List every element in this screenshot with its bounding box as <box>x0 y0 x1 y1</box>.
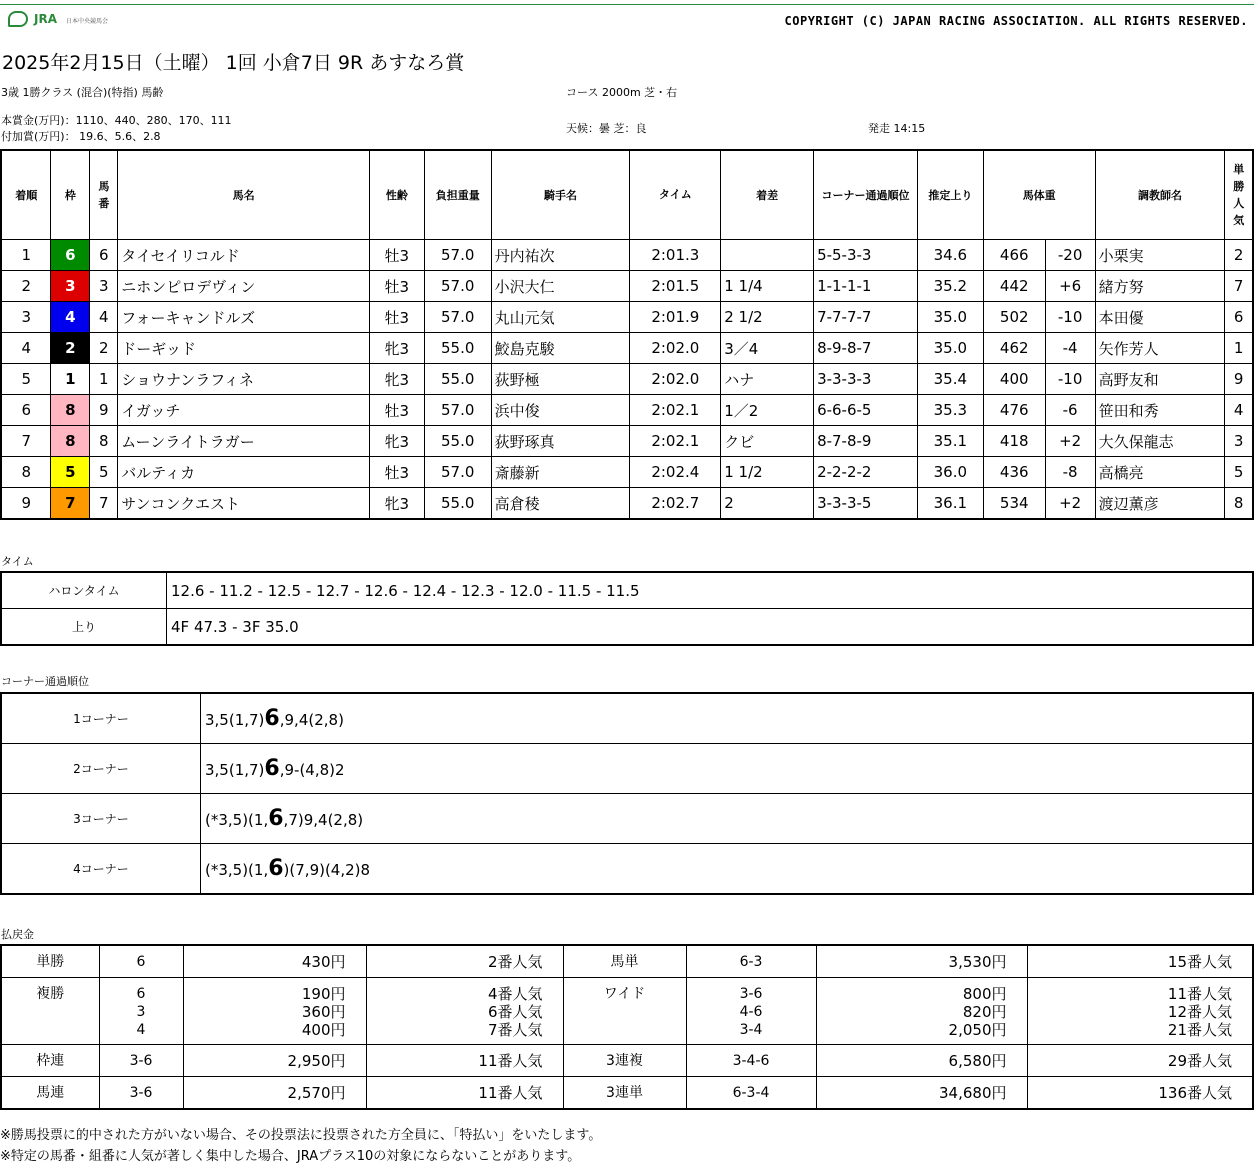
umaren-label: 馬連 <box>1 1077 99 1110</box>
cell-jockey: 丹内祐次 <box>491 240 630 271</box>
cell-margin: クビ <box>721 426 814 457</box>
cell-last: 35.0 <box>917 302 983 333</box>
cell-horse: イガッチ <box>118 395 370 426</box>
cell-diff: -10 <box>1045 302 1095 333</box>
cell-num: 5 <box>90 457 118 488</box>
sanrenpuku-pop: 29番人気 <box>1027 1045 1253 1077</box>
cell-trainer: 小栗実 <box>1095 240 1225 271</box>
cell-margin: 1／2 <box>721 395 814 426</box>
cell-last: 36.1 <box>917 488 983 520</box>
corner-text: 3,5(1,7) <box>205 761 265 779</box>
corner-label: 2コーナー <box>1 744 201 794</box>
cell-horse: サンコンクエスト <box>118 488 370 520</box>
cell-corner: 7-7-7-7 <box>814 302 918 333</box>
cell-last: 35.4 <box>917 364 983 395</box>
result-row <box>1 333 1253 364</box>
agari-times: 4F 47.3 - 3F 35.0 <box>167 609 1254 646</box>
cell-num: 2 <box>90 333 118 364</box>
cell-trainer: 高橋亮 <box>1095 457 1225 488</box>
header-last: 推定上り <box>917 150 983 240</box>
cell-corner: 1-1-1-1 <box>814 271 918 302</box>
cell-last: 35.2 <box>917 271 983 302</box>
umaren-pop: 11番人気 <box>366 1077 563 1110</box>
cell-margin: 1 1/4 <box>721 271 814 302</box>
corner-winner: 6 <box>268 806 284 831</box>
cell-time: 2:02.0 <box>630 364 721 395</box>
cell-body: 534 <box>983 488 1045 520</box>
logo-subtext: 日本中央競馬会 <box>66 18 109 25</box>
cell-body: 418 <box>983 426 1045 457</box>
umatan-combo: 6-3 <box>686 945 816 978</box>
corner-order <box>201 844 1254 895</box>
cell-num: 6 <box>90 240 118 271</box>
corner-text: (*3,5)(1, <box>205 861 269 879</box>
cell-weight: 55.0 <box>424 333 491 364</box>
note-1: ※勝馬投票に的中された方がいない場合、その投票法に投票された方全員に、「特払い」をいたします。 <box>0 1128 602 1143</box>
corner-order <box>201 794 1254 844</box>
cell-last: 35.3 <box>917 395 983 426</box>
cell-margin <box>721 240 814 271</box>
cell-trainer: 笹田和秀 <box>1095 395 1225 426</box>
cell-pop: 8 <box>1225 488 1253 520</box>
copyright: COPYRIGHT (C) JAPAN RACING ASSOCIATION. ALL RIGHTS RESERVED. <box>784 14 1248 28</box>
header-waku: 枠 <box>51 150 90 240</box>
note-2: ※特定の馬番・組番に人気が著しく集中した場合、JRAプラス10の対象にならないことがあります。 <box>0 1149 581 1164</box>
corner-order <box>201 744 1254 794</box>
corner-row <box>1 794 1253 844</box>
cell-corner: 8-9-8-7 <box>814 333 918 364</box>
cell-last: 34.6 <box>917 240 983 271</box>
tansho-amount: 430円 <box>183 945 366 978</box>
cell-trainer: 大久保龍志 <box>1095 426 1225 457</box>
cell-waku: 7 <box>51 488 90 520</box>
fukusho-label: 複勝 <box>1 978 99 1045</box>
corner-label: 1コーナー <box>1 693 201 744</box>
cell-waku: 1 <box>51 364 90 395</box>
cell-diff: -8 <box>1045 457 1095 488</box>
laps-section-label: タイム <box>1 555 34 568</box>
header-pop: 単勝人気 <box>1225 150 1253 240</box>
cell-rank: 4 <box>1 333 51 364</box>
corner-text: )(7,9)(4,2)8 <box>283 861 371 879</box>
cell-body: 466 <box>983 240 1045 271</box>
cell-waku: 2 <box>51 333 90 364</box>
cell-pop: 9 <box>1225 364 1253 395</box>
added-prize: 付加賞(万円)： 19.6、5.6、2.8 <box>1 130 161 143</box>
sanrentan-pop: 136番人気 <box>1027 1077 1253 1110</box>
cell-horse: ショウナンラフィネ <box>118 364 370 395</box>
cell-diff: -4 <box>1045 333 1095 364</box>
course-info: コース 2000m 芝・右 <box>566 86 678 99</box>
umaren-combo: 3-6 <box>99 1077 183 1110</box>
prize-money: 本賞金(万円)：1110、440、280、170、111 <box>1 114 232 127</box>
jra-logo-icon <box>8 11 28 27</box>
cell-weight: 57.0 <box>424 457 491 488</box>
cell-pop: 6 <box>1225 302 1253 333</box>
cell-pop: 7 <box>1225 271 1253 302</box>
cell-body: 462 <box>983 333 1045 364</box>
cell-trainer: 緒方努 <box>1095 271 1225 302</box>
umatan-label: 馬単 <box>563 945 686 978</box>
corner-row <box>1 744 1253 794</box>
cell-weight: 57.0 <box>424 240 491 271</box>
header-jockey: 騎手名 <box>491 150 630 240</box>
corner-label: 3コーナー <box>1 794 201 844</box>
header-body: 馬体重 <box>983 150 1095 240</box>
halon-label: ハロンタイム <box>1 572 167 609</box>
cell-pop: 5 <box>1225 457 1253 488</box>
result-row <box>1 488 1253 520</box>
cell-jockey: 高倉稜 <box>491 488 630 520</box>
cell-corner: 3-3-3-5 <box>814 488 918 520</box>
cell-sexage: 牝3 <box>369 426 424 457</box>
cell-body: 502 <box>983 302 1045 333</box>
sanrentan-amount: 34,680円 <box>816 1077 1027 1110</box>
cell-weight: 57.0 <box>424 302 491 333</box>
cell-rank: 3 <box>1 302 51 333</box>
cell-sexage: 牡3 <box>369 302 424 333</box>
cell-rank: 1 <box>1 240 51 271</box>
cell-rank: 8 <box>1 457 51 488</box>
cell-waku: 8 <box>51 426 90 457</box>
payout-row-fukusho <box>1 978 1253 1045</box>
cell-horse: タイセイリコルド <box>118 240 370 271</box>
cell-rank: 2 <box>1 271 51 302</box>
header-trainer: 調教師名 <box>1095 150 1225 240</box>
wakuren-label: 枠連 <box>1 1045 99 1077</box>
fukusho-pops: 4番人気 6番人気 7番人気 <box>366 978 563 1045</box>
cell-trainer: 高野友和 <box>1095 364 1225 395</box>
cell-num: 3 <box>90 271 118 302</box>
cell-rank: 9 <box>1 488 51 520</box>
cell-jockey: 丸山元気 <box>491 302 630 333</box>
cell-horse: バルティカ <box>118 457 370 488</box>
header-rank: 着順 <box>1 150 51 240</box>
header-horse: 馬名 <box>118 150 370 240</box>
cell-time: 2:02.1 <box>630 395 721 426</box>
cell-weight: 55.0 <box>424 488 491 520</box>
cell-num: 8 <box>90 426 118 457</box>
wakuren-pop: 11番人気 <box>366 1045 563 1077</box>
cell-jockey: 鮫島克駿 <box>491 333 630 364</box>
wide-combos: 3-6 4-6 3-4 <box>686 978 816 1045</box>
corner-text: ,9,4(2,8) <box>279 711 344 729</box>
payout-table <box>0 944 1254 1110</box>
cell-sexage: 牡3 <box>369 457 424 488</box>
cell-corner: 2-2-2-2 <box>814 457 918 488</box>
cell-diff: -20 <box>1045 240 1095 271</box>
cell-trainer: 本田優 <box>1095 302 1225 333</box>
cell-pop: 1 <box>1225 333 1253 364</box>
corner-label: 4コーナー <box>1 844 201 895</box>
halon-row <box>1 572 1253 609</box>
tansho-pop: 2番人気 <box>366 945 563 978</box>
cell-time: 2:01.9 <box>630 302 721 333</box>
cell-waku: 8 <box>51 395 90 426</box>
logo-text: JRA <box>34 12 57 26</box>
result-row <box>1 395 1253 426</box>
payout-row-umaren <box>1 1077 1253 1110</box>
cell-sexage: 牝3 <box>369 488 424 520</box>
result-row <box>1 271 1253 302</box>
header-sexage: 性齢 <box>369 150 424 240</box>
result-row <box>1 240 1253 271</box>
cell-horse: フォーキャンドルズ <box>118 302 370 333</box>
fukusho-amounts: 190円 360円 400円 <box>183 978 366 1045</box>
cell-body: 442 <box>983 271 1045 302</box>
result-row <box>1 364 1253 395</box>
corner-text: ,7)9,4(2,8) <box>283 811 364 829</box>
corner-text: ,9-(4,8)2 <box>279 761 345 779</box>
wide-amounts: 800円 820円 2,050円 <box>816 978 1027 1045</box>
laps-table <box>0 571 1254 646</box>
cell-last: 35.0 <box>917 333 983 364</box>
umatan-amount: 3,530円 <box>816 945 1027 978</box>
cell-weight: 55.0 <box>424 364 491 395</box>
sanrentan-combo: 6-3-4 <box>686 1077 816 1110</box>
cell-num: 7 <box>90 488 118 520</box>
header-time: タイム <box>630 150 721 240</box>
cell-diff: +2 <box>1045 488 1095 520</box>
sanrenpuku-combo: 3-4-6 <box>686 1045 816 1077</box>
sanrentan-label: 3連単 <box>563 1077 686 1110</box>
cell-trainer: 矢作芳人 <box>1095 333 1225 364</box>
cell-time: 2:01.3 <box>630 240 721 271</box>
cell-sexage: 牝3 <box>369 333 424 364</box>
cell-trainer: 渡辺薫彦 <box>1095 488 1225 520</box>
payout-row-wakuren <box>1 1045 1253 1077</box>
cell-pop: 2 <box>1225 240 1253 271</box>
cell-diff: -10 <box>1045 364 1095 395</box>
sanrenpuku-amount: 6,580円 <box>816 1045 1027 1077</box>
umatan-pop: 15番人気 <box>1027 945 1253 978</box>
payout-row-tansho <box>1 945 1253 978</box>
cell-horse: ムーンライトラガー <box>118 426 370 457</box>
cell-corner: 6-6-6-5 <box>814 395 918 426</box>
wide-pops: 11番人気 12番人気 21番人気 <box>1027 978 1253 1045</box>
cell-margin: 2 <box>721 488 814 520</box>
cell-diff: -6 <box>1045 395 1095 426</box>
corner-winner: 6 <box>264 706 280 731</box>
cell-diff: +2 <box>1045 426 1095 457</box>
cell-jockey: 浜中俊 <box>491 395 630 426</box>
race-title: 2025年2月15日（土曜） 1回 小倉7日 9R あすなろ賞 <box>2 52 465 74</box>
cell-jockey: 荻野琢真 <box>491 426 630 457</box>
cell-num: 4 <box>90 302 118 333</box>
cell-time: 2:01.5 <box>630 271 721 302</box>
top-rule <box>0 4 1254 5</box>
cell-corner: 8-7-8-9 <box>814 426 918 457</box>
cell-corner: 5-5-3-3 <box>814 240 918 271</box>
corner-row <box>1 844 1253 895</box>
start-time: 発走 14:15 <box>868 122 926 135</box>
cell-body: 476 <box>983 395 1045 426</box>
corner-winner: 6 <box>264 756 280 781</box>
wakuren-combo: 3-6 <box>99 1045 183 1077</box>
weather-info: 天候：曇 芝：良 <box>566 122 647 135</box>
cell-waku: 3 <box>51 271 90 302</box>
cell-num: 9 <box>90 395 118 426</box>
agari-label: 上り <box>1 609 167 646</box>
cell-waku: 5 <box>51 457 90 488</box>
cell-rank: 7 <box>1 426 51 457</box>
corner-winner: 6 <box>268 856 284 881</box>
results-table <box>0 149 1254 520</box>
cell-sexage: 牝3 <box>369 364 424 395</box>
corner-row <box>1 693 1253 744</box>
cell-num: 1 <box>90 364 118 395</box>
result-row <box>1 302 1253 333</box>
corners-section-label: コーナー通過順位 <box>1 675 89 688</box>
cell-time: 2:02.7 <box>630 488 721 520</box>
corner-order <box>201 693 1254 744</box>
header-margin: 着差 <box>721 150 814 240</box>
cell-horse: ニホンピロデヴィン <box>118 271 370 302</box>
corners-table <box>0 692 1254 895</box>
cell-rank: 6 <box>1 395 51 426</box>
cell-last: 35.1 <box>917 426 983 457</box>
result-row <box>1 426 1253 457</box>
cell-margin: 2 1/2 <box>721 302 814 333</box>
cell-body: 400 <box>983 364 1045 395</box>
header-num: 馬番 <box>90 150 118 240</box>
header-weight: 負担重量 <box>424 150 491 240</box>
corner-text: (*3,5)(1, <box>205 811 269 829</box>
sanrenpuku-label: 3連複 <box>563 1045 686 1077</box>
fukusho-combos: 6 3 4 <box>99 978 183 1045</box>
wakuren-amount: 2,950円 <box>183 1045 366 1077</box>
cell-weight: 55.0 <box>424 426 491 457</box>
cell-pop: 3 <box>1225 426 1253 457</box>
cell-jockey: 小沢大仁 <box>491 271 630 302</box>
tansho-combo: 6 <box>99 945 183 978</box>
tansho-label: 単勝 <box>1 945 99 978</box>
wide-label: ワイド <box>563 978 686 1045</box>
cell-pop: 4 <box>1225 395 1253 426</box>
results-header-row <box>1 150 1253 240</box>
cell-waku: 4 <box>51 302 90 333</box>
cell-horse: ドーギッド <box>118 333 370 364</box>
cell-margin: ハナ <box>721 364 814 395</box>
cell-jockey: 斎藤新 <box>491 457 630 488</box>
cell-weight: 57.0 <box>424 395 491 426</box>
cell-time: 2:02.1 <box>630 426 721 457</box>
payout-section-label: 払戻金 <box>1 928 34 941</box>
halon-times: 12.6 - 11.2 - 12.5 - 12.7 - 12.6 - 12.4 - 12.3 - 12.0 - 11.5 - 11.5 <box>167 572 1254 609</box>
result-row <box>1 457 1253 488</box>
cell-sexage: 牡3 <box>369 395 424 426</box>
cell-body: 436 <box>983 457 1045 488</box>
cell-time: 2:02.4 <box>630 457 721 488</box>
cell-sexage: 牡3 <box>369 271 424 302</box>
cell-rank: 5 <box>1 364 51 395</box>
agari-row <box>1 609 1253 646</box>
cell-diff: +6 <box>1045 271 1095 302</box>
header-corner: コーナー通過順位 <box>814 150 918 240</box>
race-class: 3歳 1勝クラス (混合)(特指) 馬齢 <box>1 86 164 99</box>
cell-time: 2:02.0 <box>630 333 721 364</box>
cell-weight: 57.0 <box>424 271 491 302</box>
cell-margin: 3／4 <box>721 333 814 364</box>
corner-text: 3,5(1,7) <box>205 711 265 729</box>
cell-corner: 3-3-3-3 <box>814 364 918 395</box>
cell-last: 36.0 <box>917 457 983 488</box>
cell-jockey: 荻野極 <box>491 364 630 395</box>
cell-margin: 1 1/2 <box>721 457 814 488</box>
umaren-amount: 2,570円 <box>183 1077 366 1110</box>
cell-sexage: 牡3 <box>369 240 424 271</box>
cell-waku: 6 <box>51 240 90 271</box>
